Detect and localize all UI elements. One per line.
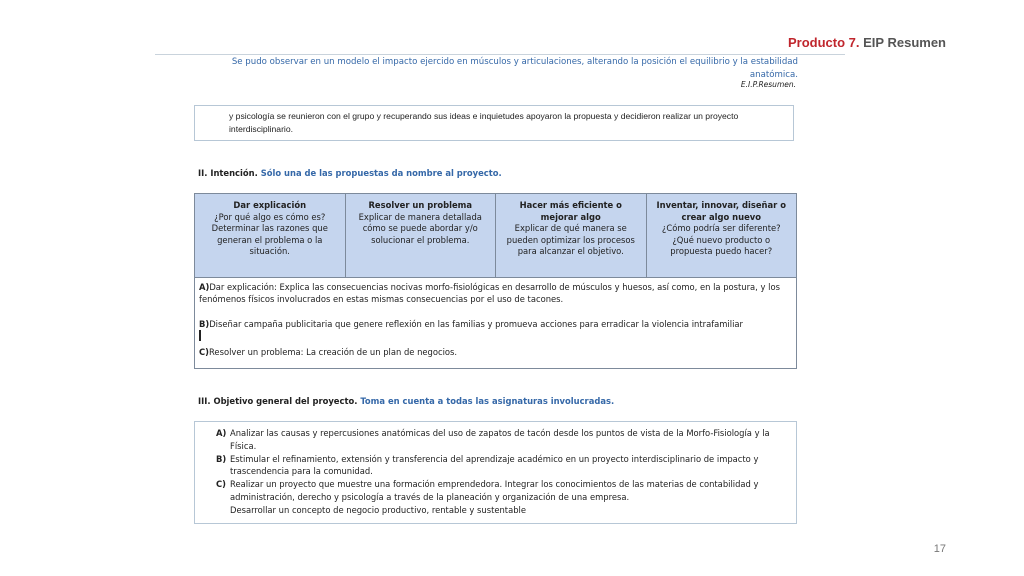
answer-letter: B): [199, 318, 210, 329]
objective-letter: C): [216, 479, 226, 490]
intention-answers: [195, 278, 796, 359]
product-name: EIP Resumen: [863, 35, 946, 50]
answer-letter: A): [199, 282, 210, 292]
intro-text: Se pudo observar en un modelo el impacto ejercido en músculos y articulaciones, alterando la posición el equilibrio y la estabilidad anatómica.: [231, 57, 798, 80]
intention-answer-c: [199, 347, 792, 359]
intention-col-heading: Dar explicación: [233, 200, 307, 210]
intention-col-heading: Resolver un problema: [368, 200, 473, 210]
section-objective-title: [198, 396, 614, 406]
objective-item-b: [216, 453, 788, 479]
section-intention-heading: II. Intención.: [198, 168, 258, 178]
intro-source: E.I.P.Resumen.: [740, 80, 796, 89]
answer-text: Diseñar campaña publicitaria que genere reflexión en las familias y promueva acciones para erradicar la violencia intrafamiliar: [209, 318, 743, 329]
intention-col-explain: [195, 194, 346, 277]
objective-text: Realizar un proyecto que muestre una formación emprendedora. Integrar los conocimientos de las materias de contabilidad y administración, derecho y psicología a través de la planeación y organización de una empresa.: [230, 479, 759, 502]
intention-col-text: Explicar de qué manera se pueden optimizar los procesos para alcanzar el objetivo.: [506, 223, 635, 257]
intention-col-improve: [496, 194, 647, 277]
context-box: y psicología se reunieron con el grupo y recuperando sus ideas e inquietudes apoyaron la propuesta y decidieron realizar un proyecto interdisciplinario.: [194, 105, 794, 141]
section-objective-heading: III. Objetivo general del proyecto.: [198, 396, 358, 406]
product-title: [788, 35, 946, 50]
top-divider: [155, 54, 845, 55]
section-intention-title: [198, 168, 502, 178]
intention-col-heading: Inventar, innovar, diseñar o crear algo nuevo: [656, 200, 786, 222]
intention-col-text: Explicar de manera detallada cómo se puede abordar y/o solucionar el problema.: [358, 211, 482, 245]
answer-letter: C): [199, 347, 209, 358]
page-number: 17: [933, 543, 946, 555]
intention-col-text: ¿Por qué algo es cómo es? Determinar las razones que generan el problema o la situación.: [211, 211, 328, 257]
intention-col-innovate: [647, 194, 797, 277]
objective-extra: Desarrollar un concepto de negocio productivo, rentable y sustentable: [230, 504, 527, 515]
intention-col-solve: [346, 194, 497, 277]
text-cursor: [199, 330, 201, 341]
objective-text: Estimular el refinamiento, extensión y transferencia del aprendizaje académico en un proyecto interdisciplinario de impacto y trascendencia para la comunidad.: [230, 453, 759, 477]
section-intention-note: Sólo una de las propuestas da nombre al proyecto.: [260, 168, 502, 178]
objectives-box: [194, 421, 797, 524]
objective-letter: B): [216, 453, 227, 464]
intention-col-text: ¿Cómo podría ser diferente? ¿Qué nuevo producto o propuesta puedo hacer?: [661, 223, 781, 257]
answer-text: Resolver un problema: La creación de un plan de negocios.: [208, 347, 458, 358]
intention-table: [194, 193, 797, 369]
objective-item-c: [216, 478, 788, 504]
section-objective-note: Toma en cuenta a todas las asignaturas involucradas.: [360, 396, 615, 406]
objective-item-a: [216, 427, 788, 453]
intention-answer-b: [199, 319, 792, 344]
intention-table-header: [195, 194, 796, 278]
intention-answer-a: [199, 282, 792, 306]
objective-letter: A): [216, 428, 227, 438]
objective-text: Analizar las causas y repercusiones anatómicas del uso de zapatos de tacón desde los puntos de vista de la Morfo-Fisiología y la Física.: [230, 428, 770, 451]
product-label: Producto 7.: [788, 35, 860, 50]
intention-col-heading: Hacer más eficiente o mejorar algo: [519, 200, 622, 222]
answer-text: Dar explicación: Explica las consecuencias nocivas morfo-fisiológicas en desarrollo de músculos y huesos, así como, en la postura, y los fenómenos físicos involucrados en estas mismas consecuencias por el uso de tacones.: [199, 282, 780, 304]
